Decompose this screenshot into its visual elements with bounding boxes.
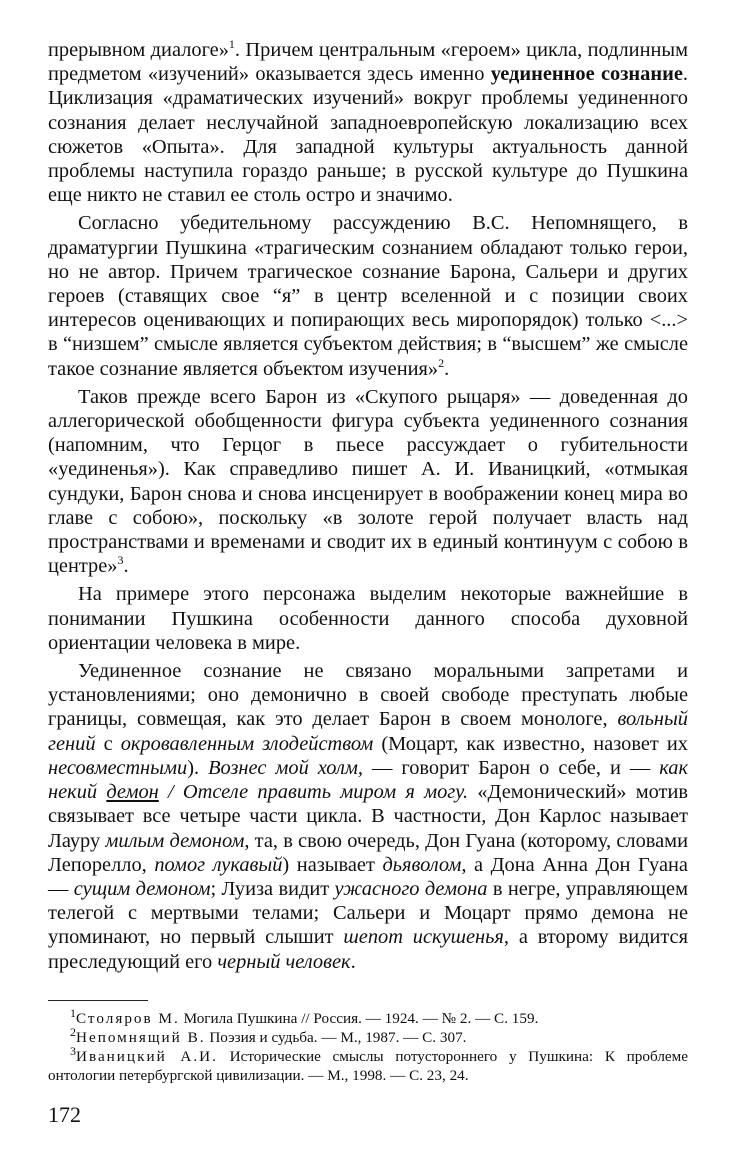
text-segment: (Моцарт, как известно, назовет их bbox=[373, 732, 688, 755]
footnotes bbox=[48, 1005, 688, 1085]
paragraph bbox=[48, 211, 688, 380]
main-text bbox=[48, 38, 688, 974]
text-segment: дьяволом bbox=[382, 853, 462, 876]
text-segment: . bbox=[350, 950, 356, 973]
text-segment: прерывном диалоге» bbox=[48, 39, 229, 61]
text-segment: с bbox=[95, 732, 121, 755]
footnote-divider bbox=[48, 1000, 148, 1001]
text-segment: уединенное сознание bbox=[490, 63, 683, 86]
footnote bbox=[48, 1024, 688, 1047]
text-segment: демон bbox=[106, 781, 159, 804]
text-segment: в негре, управляющем телегой с мертвыми телами; Сальери и Моцарт прямо демона не упоминают, но первый слышит bbox=[48, 877, 688, 949]
footnote-text: Исторические смыслы потустороннего у Пушкина: К проблеме онтологии петербургской цивилизации. — М., 1998. — С. 23, 24. bbox=[48, 1048, 688, 1084]
text-segment: , а второму видится преследующий его bbox=[48, 926, 688, 973]
text-segment: . Циклизация «драматических изучений» вокруг проблемы уединенного сознания делает неслучайной западноевропейскую локализацию всех сюжетов «Опыта». Для западной культуры актуальность данной проблемы наступила гораздо раньше; в русской культуре до Пушкина еще никто не ставил ее столь остро и значимо. bbox=[48, 63, 688, 207]
text-segment: , а Дона Анна Дон Гуана — bbox=[48, 853, 688, 900]
paragraph bbox=[48, 582, 688, 655]
text-segment: «Демонический» мотив связывает все четыре части цикла. В частности, Дон Карлос называет Лауру bbox=[48, 781, 688, 852]
paragraph bbox=[48, 385, 688, 579]
text-segment: — говорит Барон о себе, и — bbox=[363, 756, 660, 779]
footnote bbox=[48, 1043, 688, 1085]
text-segment: . bbox=[123, 555, 129, 578]
text-segment: . bbox=[444, 357, 450, 380]
text-segment: / Отселе править миром я могу. bbox=[158, 781, 469, 804]
paragraph bbox=[48, 659, 688, 974]
footnote bbox=[48, 1005, 688, 1028]
text-segment: шепот искушенья bbox=[343, 926, 504, 949]
footnote-number: 3 bbox=[70, 1043, 76, 1058]
text-segment: несовместными bbox=[48, 756, 188, 779]
text-segment: . Причем центральным «героем» цикла, подлинным предметом «изучений» оказывается здесь именно bbox=[48, 39, 688, 86]
page-number: 172 bbox=[48, 1102, 81, 1127]
text-segment: как некий bbox=[48, 756, 688, 804]
text-segment: ) называет bbox=[282, 853, 383, 876]
footnote-ref: 3 bbox=[117, 553, 124, 568]
text-segment: ). bbox=[187, 756, 209, 779]
text-segment: На примере этого персонажа выделим некоторые важнейшие в понимании Пушкина особенности данного способа духовной ориентации человека в мире. bbox=[48, 583, 688, 654]
text-segment: вольный гений bbox=[48, 708, 688, 755]
footnote-author: Столяров М. bbox=[76, 1010, 180, 1027]
text-segment: , та, в свою очередь, Дон Гуана (которому, словами Лепорелло, bbox=[48, 829, 688, 876]
text-segment: Уединенное сознание не связано моральными запретами и установлениями; оно демонично в своей свободе преступать любые границы, совмещая, как это делает Барон в своем монологе, bbox=[48, 660, 688, 731]
footnote-author: Непомнящий В. bbox=[76, 1029, 206, 1046]
footnote-number: 1 bbox=[70, 1005, 76, 1020]
footnote-text: Поэзия и судьба. — М., 1987. — С. 307. bbox=[205, 1029, 467, 1046]
text-segment: помог лукавый bbox=[154, 853, 283, 876]
text-segment: ужасного демона bbox=[334, 877, 488, 900]
text-segment: Вознес мой холм, bbox=[208, 756, 363, 779]
text-segment: окровавленным злодейством bbox=[120, 732, 374, 755]
footnote-author: Иваницкий А.И. bbox=[76, 1048, 218, 1065]
text-segment: Таков прежде всего Барон из «Скупого рыцаря» — доведенная до аллегорической обобщенности фигура субъекта уединенного сознания (напомним, что Герцог в пьесе рассуждает о губительности «уединенья»). Как справедливо пишет А. И. Иваницкий, «отмыкая сундуки, Барон снова и снова инсценирует в воображении конец мира во главе с собою», поскольку «в золоте герой получает власть над пространствами и временами и сводит их в единый континуум с собою в центре» bbox=[48, 385, 688, 578]
text-segment: черный человек bbox=[217, 950, 351, 973]
text-segment: милым демоном bbox=[105, 829, 245, 852]
text-segment: Согласно убедительному рассуждению В.С. Непомнящего, в драматургии Пушкина «трагическим сознанием обладают только герои, но не автор. Причем трагическое сознание Барона, Сальери и других героев (ставящих свое “я” в центр вселенной и с позиции своих интересов оценивающих и попирающих весь миропорядок) только <...> в “низшем” смысле является субъектом действия; в “высшем” же смысле такое сознание является объектом изучения» bbox=[48, 212, 688, 380]
text-segment: сущим демоном bbox=[73, 877, 211, 900]
paragraph bbox=[48, 38, 688, 207]
footnote-number: 2 bbox=[70, 1024, 76, 1039]
footnote-ref: 2 bbox=[438, 355, 445, 370]
footnote-ref: 1 bbox=[228, 37, 235, 52]
footnote-text: Могила Пушкина // Россия. — 1924. — № 2. — С. 159. bbox=[179, 1010, 539, 1027]
text-segment: ; Луиза видит bbox=[210, 877, 335, 900]
